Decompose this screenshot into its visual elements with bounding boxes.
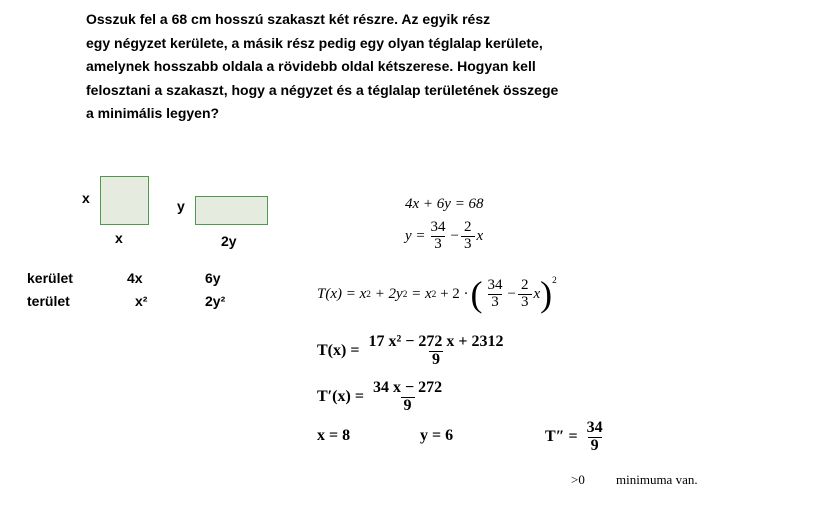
fraction — [518, 278, 532, 311]
x-solution: x = 8 — [317, 427, 351, 444]
square-side-label: x — [82, 190, 90, 206]
y-equation — [405, 220, 483, 253]
exponent: 2 — [552, 276, 557, 286]
square-area: x² — [135, 293, 148, 309]
fraction-denominator: 9 — [588, 437, 602, 455]
fraction — [428, 220, 449, 253]
second-derivative — [545, 420, 608, 455]
fraction — [485, 278, 506, 311]
square-shape — [100, 176, 149, 225]
y-lhs: y = — [405, 227, 426, 244]
rectangle-shape — [195, 196, 268, 225]
equation-part: = x — [407, 285, 432, 302]
fraction-numerator: 34 — [586, 419, 603, 436]
fraction-denominator: 3 — [431, 236, 445, 253]
variable: x — [533, 285, 541, 302]
equation-part: T(x) = x — [317, 285, 367, 302]
equation-part: + 2y — [370, 285, 403, 302]
fraction — [584, 420, 606, 455]
y-solution: y = 6 — [420, 427, 454, 444]
constraint-equation: 4x + 6y = 68 — [405, 196, 484, 212]
fraction-denominator: 9 — [401, 397, 415, 415]
problem-line: felosztani a szakaszt, hogy a négyzet és a téglalap területének összege — [86, 81, 559, 98]
fraction-numerator: 17 x² − 272 x + 2312 — [368, 333, 504, 350]
fraction-denominator: 3 — [488, 294, 502, 311]
square-perimeter: 4x — [127, 270, 143, 286]
expanded-area-equation — [317, 334, 508, 369]
area-function-equation: T(x) = x 2 + 2y 2 = x 2 + 2 · ( $\frac{34}{3}$ − $\frac{2}{3}$ x ) $^2$ — [317, 274, 557, 314]
variable: x — [476, 227, 484, 244]
fraction — [370, 380, 445, 415]
fraction-denominator: 3 — [518, 294, 532, 311]
rect-perimeter: 6y — [205, 270, 221, 286]
positive-note: >0 — [571, 472, 585, 487]
fraction-numerator: 34 x − 272 — [372, 379, 443, 396]
area-label: terület — [27, 293, 70, 309]
fraction-denominator: 9 — [429, 351, 443, 369]
problem-line: egy négyzet kerülete, a másik rész pedig egy olyan téglalap kerülete, — [86, 34, 543, 51]
rect-area: 2y² — [205, 293, 226, 309]
problem-line: amelynek hosszabb oldala a rövidebb oldal kétszerese. Hogyan kell — [86, 58, 536, 74]
fraction — [365, 334, 506, 369]
rect-bottom-label: 2y — [221, 233, 237, 249]
left-paren: ( — [470, 274, 483, 314]
problem-line: a minimális legyen? — [86, 105, 220, 121]
fraction-numerator: 34 — [487, 276, 503, 293]
equation-lhs: T(x) = — [317, 342, 360, 360]
right-paren: ) — [540, 274, 553, 314]
square-bottom-label: x — [115, 230, 123, 246]
fraction-numerator: 2 — [464, 219, 472, 235]
rect-side-label: y — [177, 198, 185, 214]
equation-lhs: T′(x) = — [317, 388, 364, 406]
perimeter-label: kerület — [27, 270, 73, 286]
fraction-denominator: 3 — [461, 236, 475, 253]
problem-line: Osszuk fel a 68 cm hosszú szakaszt két részre. Az egyik rész — [86, 11, 491, 27]
problem-statement — [86, 8, 646, 126]
fraction-numerator: 2 — [521, 276, 529, 293]
conclusion-text: minimuma van. — [616, 472, 698, 487]
minus-sign: − — [450, 227, 459, 244]
equation-lhs: T″ = — [545, 428, 578, 446]
equation-part: + 2 · — [436, 285, 469, 302]
fraction-numerator: 34 — [430, 219, 446, 235]
derivative-equation — [317, 380, 447, 415]
fraction — [461, 220, 475, 253]
minus-sign: − — [507, 285, 516, 302]
